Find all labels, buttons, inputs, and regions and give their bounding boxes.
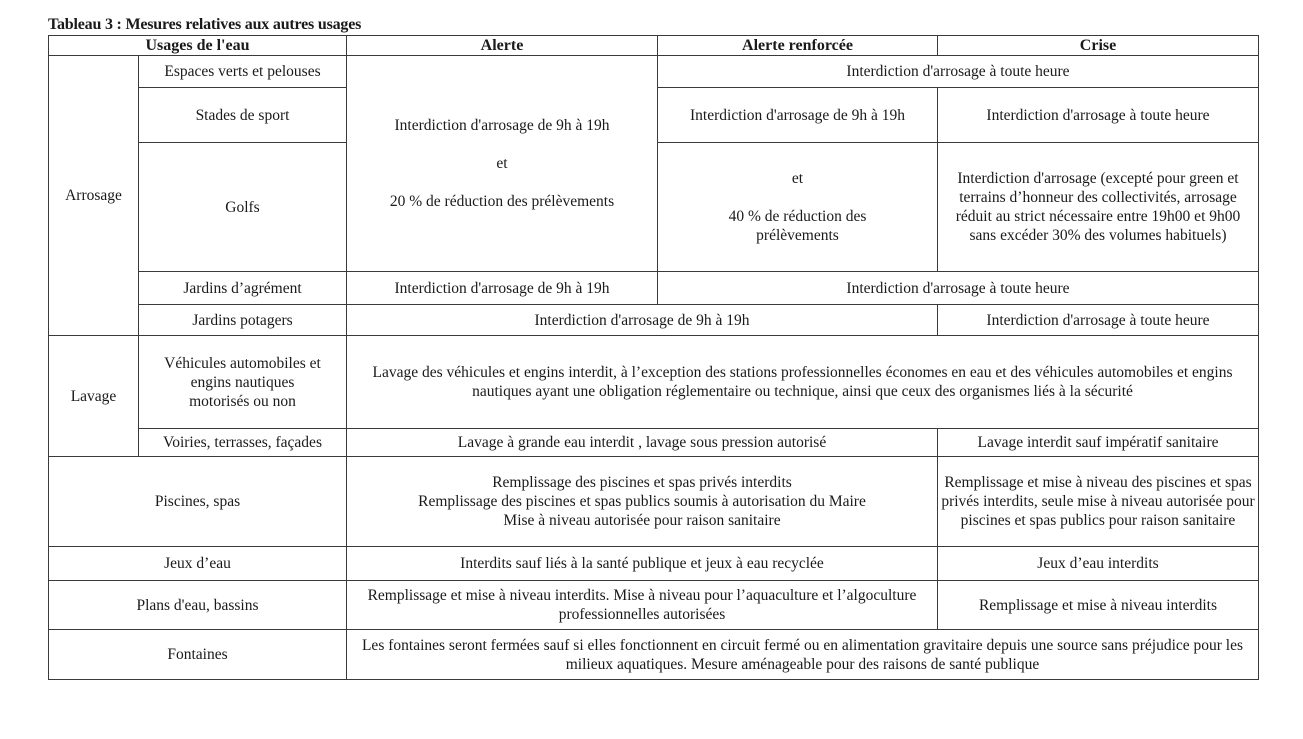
alerte-arrosage-line1: Interdiction d'arrosage de 9h à 19h (394, 117, 610, 134)
piscines-alerte-renforcee (347, 457, 938, 547)
usage-stades: Stades de sport (139, 88, 347, 143)
fontaines-all-levels: Les fontaines seront fermées sauf si elles fonctionnent en circuit fermé ou en alimentation gravitaire depuis une source sans préjudice pour les milieux aquatiques. Mesure aménageable pour des raisons de santé publique (347, 630, 1259, 680)
usage-fontaines: Fontaines (49, 630, 347, 680)
usage-golfs: Golfs (139, 143, 347, 272)
golfs-renforcee-reduction: 40 % de réduction des prélèvements (728, 208, 867, 244)
measures-table (48, 35, 1259, 680)
header-crise: Crise (938, 36, 1259, 56)
header-row (49, 36, 1259, 56)
usage-jeux-eau: Jeux d’eau (49, 547, 347, 581)
voiries-alerte-renforcee: Lavage à grande eau interdit , lavage sous pression autorisé (347, 429, 938, 457)
jeux-eau-alerte-renforcee: Interdits sauf liés à la santé publique et jeux à eau recyclée (347, 547, 938, 581)
stades-renforcee: Interdiction d'arrosage de 9h à 19h (658, 88, 938, 143)
jardins-agrement-alerte: Interdiction d'arrosage de 9h à 19h (347, 272, 658, 305)
table-row-piscines (49, 457, 1259, 547)
golfs-renforcee (658, 143, 938, 272)
alerte-arrosage-shared (347, 56, 658, 272)
jeux-eau-crise: Jeux d’eau interdits (938, 547, 1259, 581)
table-caption: Tableau 3 : Mesures relatives aux autres usages (48, 16, 362, 33)
usage-vehicules-text: Véhicules automobiles et engins nautiques motorisés ou non (164, 354, 321, 410)
header-usages: Usages de l'eau (49, 36, 347, 56)
alerte-arrosage-line2: et (496, 155, 508, 172)
category-arrosage: Arrosage (49, 56, 139, 336)
category-lavage: Lavage (49, 336, 139, 457)
table-row-vehicules (49, 336, 1259, 429)
table-row-fontaines (49, 630, 1259, 680)
stades-crise: Interdiction d'arrosage à toute heure (938, 88, 1259, 143)
jardins-agrement-renforcee-crise: Interdiction d'arrosage à toute heure (658, 272, 1259, 305)
usage-vehicules (139, 336, 347, 429)
usage-jardins-agrement: Jardins d’agrément (139, 272, 347, 305)
golfs-crise: Interdiction d'arrosage (excepté pour green et terrains d’honneur des collectivités, arrosage réduit au strict nécessaire entre 19h00 et 9h00 sans excéder 30% des volumes habituels) (938, 143, 1259, 272)
table-row-voiries (49, 429, 1259, 457)
vehicules-all-levels-text: Lavage des véhicules et engins interdit, à l’exception des stations professionnelles économes en eau et des véhicules automobiles et engins nautiques ayant une obligation réglementaire ou technique, ainsi que ceux des organismes liés à la sécurité (372, 364, 1233, 400)
jardins-potagers-alerte-renforcee: Interdiction d'arrosage de 9h à 19h (347, 305, 938, 336)
usage-espaces-verts: Espaces verts et pelouses (139, 56, 347, 88)
plans-eau-crise: Remplissage et mise à niveau interdits (938, 581, 1259, 630)
table-row-plans-eau (49, 581, 1259, 630)
piscines-line-2: Remplissage des piscines et spas publics soumis à autorisation du Maire (418, 493, 866, 510)
plans-eau-alerte-renforcee: Remplissage et mise à niveau interdits. Mise à niveau pour l’aquaculture et l’algoculture professionnelles autorisées (347, 581, 938, 630)
usage-piscines: Piscines, spas (49, 457, 347, 547)
jardins-potagers-crise: Interdiction d'arrosage à toute heure (938, 305, 1259, 336)
header-alerte-renforcee: Alerte renforcée (658, 36, 938, 56)
usage-jardins-potagers: Jardins potagers (139, 305, 347, 336)
table-row-jeux-eau (49, 547, 1259, 581)
usage-voiries: Voiries, terrasses, façades (139, 429, 347, 457)
vehicules-all-levels (347, 336, 1259, 429)
piscines-crise: Remplissage et mise à niveau des piscines et spas privés interdits, seule mise à niveau autorisée pour piscines et spas publics pour raison sanitaire (938, 457, 1259, 547)
usage-plans-eau: Plans d'eau, bassins (49, 581, 347, 630)
table-row-jardins-potagers (49, 305, 1259, 336)
piscines-line-1: Remplissage des piscines et spas privés interdits (492, 474, 792, 491)
piscines-line-3: Mise à niveau autorisée pour raison sanitaire (503, 512, 781, 529)
golfs-renforcee-et: et (791, 170, 804, 187)
alerte-arrosage-line3: 20 % de réduction des prélèvements (389, 193, 615, 210)
header-alerte: Alerte (347, 36, 658, 56)
voiries-crise: Lavage interdit sauf impératif sanitaire (938, 429, 1259, 457)
espaces-verts-renforcee-crise: Interdiction d'arrosage à toute heure (658, 56, 1259, 88)
table-row-espaces-verts (49, 56, 1259, 88)
table-row-jardins-agrement (49, 272, 1259, 305)
